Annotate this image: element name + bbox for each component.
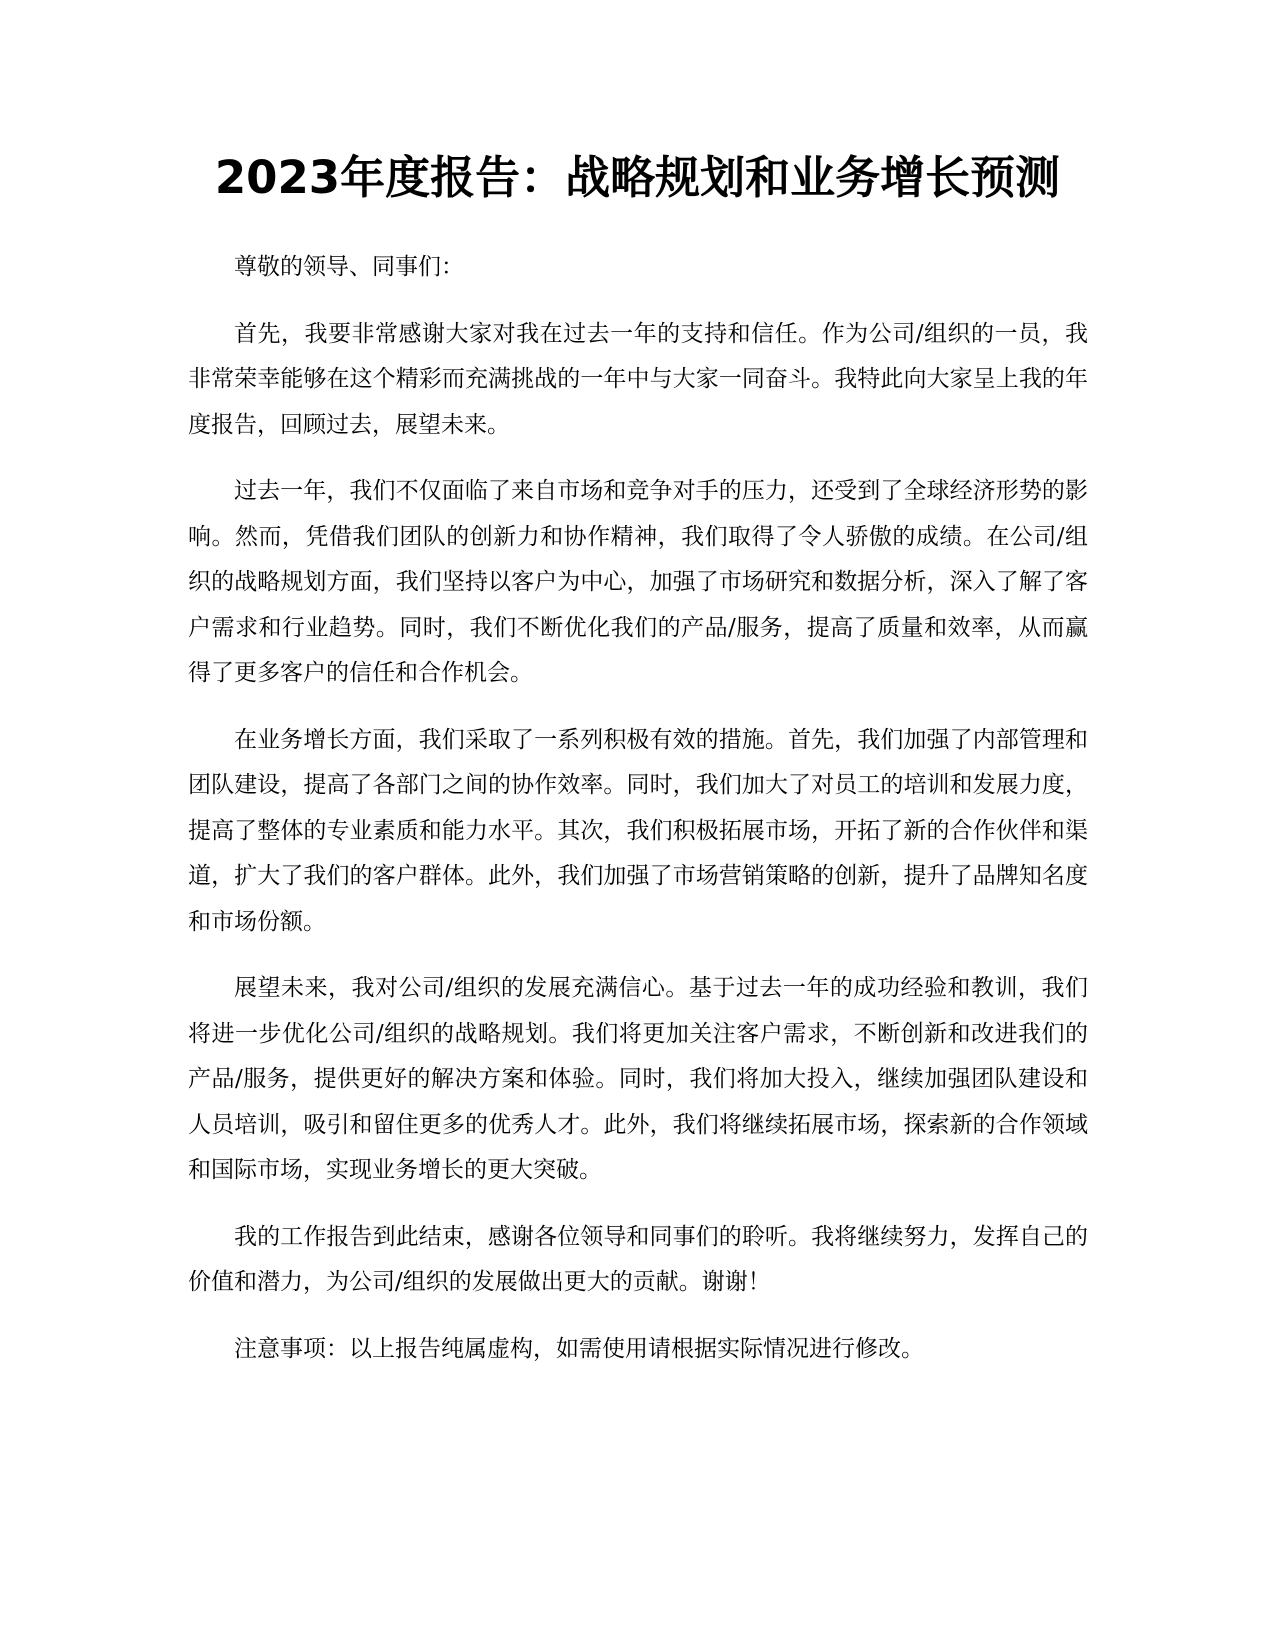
- paragraph-outlook: 展望未来，我对公司/组织的发展充满信心。基于过去一年的成功经验和教训，我们将进一步优化公司/组织的战略规划。我们将更加关注客户需求，不断创新和改进我们的产品/服务，提供更好的解决方案和体验。同时，我们将加大投入，继续加强团队建设和人员培训，吸引和留住更多的优秀人才。此外，我们将继续拓展市场，探索新的合作领域和国际市场，实现业务增长的更大突破。: [188, 975, 1088, 1183]
- document-title: 2023年度报告：战略规划和业务增长预测: [214, 151, 1061, 204]
- paragraph-gratitude: 首先，我要非常感谢大家对我在过去一年的支持和信任。作为公司/组织的一员，我非常荣幸能够在这个精彩而充满挑战的一年中与大家一同奋斗。我特此向大家呈上我的年度报告，回顾过去，展望未来。: [188, 320, 1088, 438]
- paragraph-business-growth: 在业务增长方面，我们采取了一系列积极有效的措施。首先，我们加强了内部管理和团队建设，提高了各部门之间的协作效率。同时，我们加大了对员工的培训和发展力度，提高了整体的专业素质和能力水平。其次，我们积极拓展市场，开拓了新的合作伙伴和渠道，扩大了我们的客户群体。此外，我们加强了市场营销策略的创新，提升了品牌知名度和市场份额。: [188, 726, 1088, 935]
- paragraph-strategy-review: 过去一年，我们不仅面临了来自市场和竞争对手的压力，还受到了全球经济形势的影响。然而，凭借我们团队的创新力和协作精神，我们取得了令人骄傲的成绩。在公司/组织的战略规划方面，我们坚持以客户为中心，加强了市场研究和数据分析，深入了解了客户需求和行业趋势。同时，我们不断优化我们的产品/服务，提高了质量和效率，从而赢得了更多客户的信任和合作机会。: [188, 478, 1088, 686]
- paragraph-disclaimer: 注意事项：以上报告纯属虚构，如需使用请根据实际情况进行修改。: [234, 1335, 924, 1362]
- document-body: [188, 245, 1088, 1393]
- salutation-paragraph: 尊敬的领导、同事们：: [234, 254, 464, 280]
- paragraph-closing: 我的工作报告到此结束，感谢各位领导和同事们的聆听。我将继续努力，发挥自己的价值和潜力，为公司/组织的发展做出更大的贡献。谢谢！: [188, 1223, 1088, 1295]
